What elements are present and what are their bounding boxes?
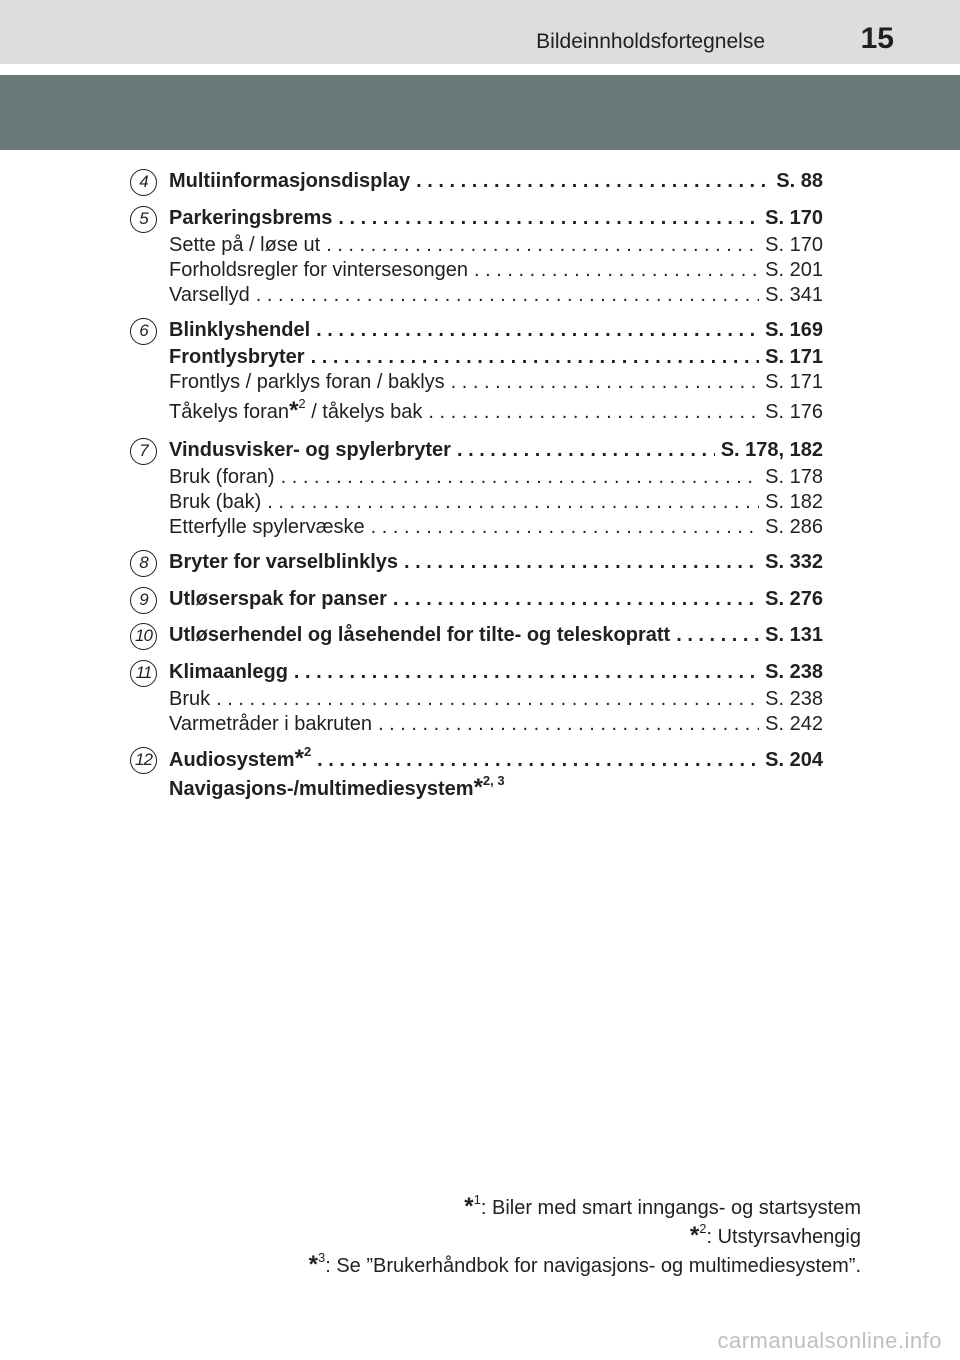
page-reference: S. 176 (765, 401, 823, 423)
toc-sub-entry[interactable] (169, 257, 823, 283)
section-marker: 7 (130, 438, 157, 465)
entry-label-text: Navigasjons-/multimediesystem (169, 778, 474, 800)
footnote-ref: 2 (303, 746, 312, 760)
toc-main-entry[interactable] (169, 168, 823, 194)
header-band (0, 75, 960, 150)
section-marker: 8 (130, 550, 157, 577)
section-marker: 9 (130, 587, 157, 614)
page-reference: S. 332 (765, 551, 823, 573)
entry-label (169, 369, 445, 395)
page-reference: S. 171 (765, 346, 823, 368)
page-reference: S. 170 (765, 207, 823, 229)
dot-leader (281, 464, 760, 490)
footnote-text: : Se ”Brukerhåndbok for navigasjons- og multimediesystem”. (325, 1255, 861, 1277)
page-reference: S. 131 (765, 624, 823, 646)
entry-label (169, 282, 250, 308)
dot-leader (294, 659, 759, 685)
page-reference: S. 238 (765, 688, 823, 710)
entry-label-text: Sette på / løse ut (169, 234, 321, 256)
entry-label (169, 437, 451, 463)
entry-label (169, 586, 387, 612)
entry-label-text: Multiinformasjonsdisplay (169, 170, 411, 192)
footnote-text: : Biler med smart inngangs- og startsystem (480, 1197, 861, 1219)
footnote-ref: 2, 3 (482, 775, 505, 789)
toc-sub-entry[interactable] (169, 398, 823, 424)
entry-label (169, 711, 372, 737)
toc-main-entry[interactable] (169, 437, 823, 463)
toc-main-entry[interactable] (169, 317, 823, 343)
toc-main-entry[interactable] (169, 622, 823, 648)
toc-main-entry[interactable] (169, 746, 823, 772)
page-reference: S. 171 (765, 371, 823, 393)
footnote-number: 3 (317, 1250, 326, 1266)
entry-label (169, 232, 320, 258)
entry-label-text: Forholdsregler for vintersesongen (169, 259, 469, 281)
section-marker: 6 (130, 318, 157, 345)
asterisk-icon: * (689, 1222, 700, 1249)
page-reference: S. 201 (765, 259, 823, 281)
page-reference: S. 242 (765, 713, 823, 735)
footnote-number: 2 (699, 1221, 707, 1237)
toc-sub-entry[interactable] (169, 282, 823, 308)
entry-label (169, 514, 365, 540)
section-marker: 5 (130, 206, 157, 233)
page-number: 15 (860, 22, 894, 55)
dot-leader (416, 168, 770, 194)
section-title: Bildeinnholdsfortegnelse (536, 30, 765, 53)
entry-label-text: Vindusvisker- og spylerbryter (169, 439, 451, 461)
dot-leader (316, 317, 759, 343)
entry-label (169, 398, 422, 424)
section-marker: 11 (130, 660, 157, 687)
asterisk-icon: * (473, 775, 483, 801)
toc-main-entry[interactable] (169, 344, 823, 370)
entry-label-text: Varsellyd (169, 284, 250, 306)
entry-label (169, 489, 261, 515)
entry-label-text: Varmetråder i bakruten (169, 713, 373, 735)
toc-sub-entry[interactable] (169, 711, 823, 737)
entry-label-text: Bruk (foran) (169, 466, 275, 488)
asterisk-icon: * (289, 398, 299, 424)
dot-leader (451, 369, 760, 395)
footnotes (309, 1193, 861, 1280)
footnote-text: : Utstyrsavhengig (706, 1226, 861, 1248)
page-reference: S. 169 (765, 319, 823, 341)
dot-leader (378, 711, 759, 737)
page-reference: S. 204 (765, 749, 823, 771)
section-marker: 4 (130, 169, 157, 196)
dot-leader (338, 205, 759, 231)
toc-main-entry[interactable] (169, 586, 823, 612)
entry-label-text: Blinklyshendel (169, 319, 311, 341)
entry-label-text: Bryter for varselblinklys (169, 551, 398, 573)
toc-main-entry[interactable] (169, 775, 823, 801)
page-reference: S. 178 (765, 466, 823, 488)
entry-label (169, 659, 288, 685)
dot-leader (371, 514, 760, 540)
header-bar (0, 0, 960, 64)
footnote-ref: 2 (298, 398, 306, 412)
watermark: carmanualsonline.info (717, 1328, 942, 1353)
toc-sub-entry[interactable] (169, 232, 823, 258)
dot-leader (311, 344, 760, 370)
footnote (309, 1251, 861, 1280)
entry-label (169, 746, 311, 772)
entry-label-text: Klimaanlegg (169, 661, 288, 683)
dot-leader (317, 747, 759, 772)
entry-label-text: Etterfylle spylervæske (169, 516, 365, 538)
entry-label (169, 622, 670, 648)
dot-leader (428, 399, 759, 424)
page-reference: S. 88 (776, 170, 823, 192)
page-reference: S. 178, 182 (720, 439, 823, 461)
entry-label-text: Audiosystem (169, 749, 295, 771)
footnote (309, 1193, 861, 1222)
toc-main-entry[interactable] (169, 549, 823, 575)
entry-label-text: Utløserspak for panser (169, 588, 387, 610)
toc-sub-entry[interactable] (169, 369, 823, 395)
dot-leader (474, 257, 759, 283)
section-marker: 12 (130, 747, 157, 774)
page-reference: S. 170 (765, 234, 823, 256)
toc-main-entry[interactable] (169, 659, 823, 685)
entry-label-text: Bruk (169, 688, 211, 710)
asterisk-icon: * (308, 1251, 318, 1278)
footnote-number: 1 (473, 1192, 481, 1208)
page-reference: S. 276 (765, 588, 823, 610)
dot-leader (267, 489, 759, 515)
entry-label-text: Tåkelys foran (169, 401, 290, 423)
asterisk-icon: * (464, 1193, 474, 1220)
entry-label-text: Frontlys / parklys foran / baklys (169, 371, 445, 393)
toc-main-entry[interactable] (169, 205, 823, 231)
entry-label (169, 686, 210, 712)
entry-label (169, 257, 468, 283)
entry-label (169, 464, 275, 490)
toc-sub-entry[interactable] (169, 686, 823, 712)
entry-label (169, 205, 332, 231)
dot-leader (256, 282, 759, 308)
entry-label (169, 344, 305, 370)
entry-label-text: Parkeringsbrems (169, 207, 333, 229)
entry-label-text: Bruk (bak) (169, 491, 262, 513)
toc-sub-entry[interactable] (169, 489, 823, 515)
entry-label (169, 317, 310, 343)
section-marker: 10 (130, 623, 157, 650)
entry-label-text: Utløserhendel og låsehendel for tilte- og teleskopratt (169, 624, 671, 646)
toc-sub-entry[interactable] (169, 464, 823, 490)
page-reference: S. 238 (765, 661, 823, 683)
dot-leader (457, 437, 715, 463)
page-reference: S. 341 (765, 284, 823, 306)
entry-label-suffix: / tåkelys bak (305, 401, 423, 423)
dot-leader (326, 232, 759, 258)
entry-label-text: Frontlysbryter (169, 346, 305, 368)
asterisk-icon: * (294, 746, 304, 772)
page-reference: S. 182 (765, 491, 823, 513)
dot-leader (216, 686, 759, 712)
toc-sub-entry[interactable] (169, 514, 823, 540)
page-reference: S. 286 (765, 516, 823, 538)
dot-leader (404, 549, 759, 575)
dot-leader (393, 586, 759, 612)
entry-label (169, 549, 398, 575)
footnote (309, 1222, 861, 1251)
entry-label (169, 168, 410, 194)
entry-label (169, 775, 505, 801)
dot-leader (676, 622, 759, 648)
